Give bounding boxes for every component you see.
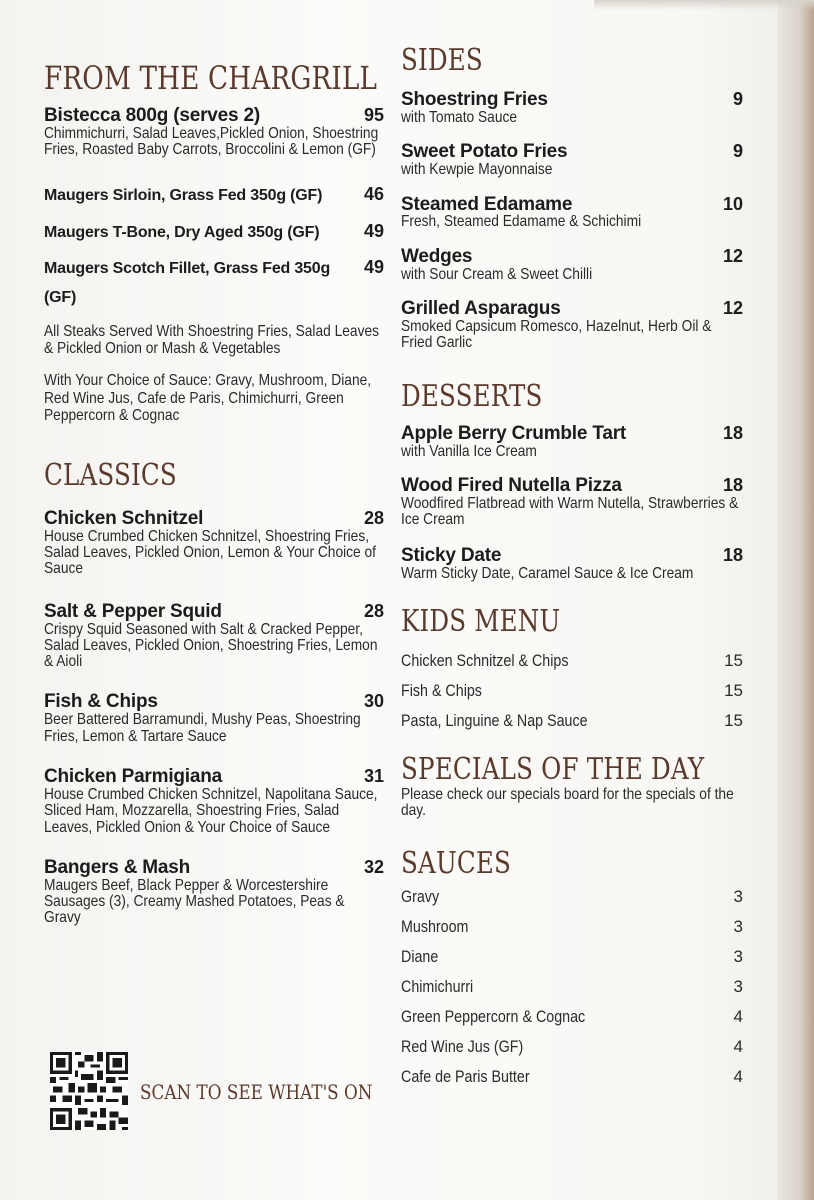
item-name: Gravy <box>401 887 440 907</box>
menu-item <box>44 509 384 578</box>
menu-item <box>401 546 743 582</box>
menu-item <box>401 299 743 352</box>
item-description: Beer Battered Barramundi, Mushy Peas, Shoestring Fries, Lemon & Tartare Sauce <box>44 711 361 745</box>
desserts-heading: DESSERTS <box>401 378 543 414</box>
item-name: Apple Berry Crumble Tart <box>401 422 627 444</box>
menu-item <box>401 651 743 671</box>
kids-heading: KIDS MENU <box>401 603 561 639</box>
item-name: Shoestring Fries <box>401 89 548 110</box>
item-name: Maugers T-Bone, Dry Aged 350g (GF) <box>44 224 320 242</box>
item-description: Maugers Beef, Black Pepper & Worcestershire Sausages (3), Creamy Mashed Potatoes, Peas & Gravy <box>44 876 345 927</box>
menu-item <box>44 258 384 307</box>
menu-item <box>401 977 743 997</box>
scan-label: SCAN TO SEE WHAT'S ON <box>140 1080 373 1104</box>
specials-heading: SPECIALS OF THE DAY <box>401 751 705 787</box>
item-price: 15 <box>724 680 743 700</box>
menu-item <box>44 106 384 159</box>
menu-item <box>44 858 384 927</box>
steak-note: All Steaks Served With Shoestring Fries, Salad Leaves & Pickled Onion or Mash & Vegetables <box>44 322 379 358</box>
item-name: Bangers & Mash <box>44 856 191 878</box>
menu-item <box>44 692 384 745</box>
item-price: 49 <box>363 221 384 242</box>
item-description: with Vanilla Ice Cream <box>401 442 537 460</box>
left-column <box>44 59 384 927</box>
menu-item <box>44 602 384 671</box>
item-price: 49 <box>363 257 384 278</box>
menu-item <box>401 947 743 967</box>
item-price: 31 <box>363 766 384 787</box>
right-column <box>401 43 743 1087</box>
menu-item <box>401 1007 743 1027</box>
item-price: 95 <box>363 105 384 125</box>
item-price: 28 <box>363 600 384 621</box>
chargrill-heading: FROM THE CHARGRILL <box>44 59 378 97</box>
item-name: Red Wine Jus (GF) <box>401 1037 524 1057</box>
menu-item <box>44 767 384 836</box>
item-price: 18 <box>722 422 743 443</box>
item-name: Wedges <box>401 245 473 267</box>
item-description: Fresh, Steamed Edamame & Schichimi <box>401 213 642 231</box>
item-name: Chicken Schnitzel <box>44 507 204 529</box>
item-name: Mushroom <box>401 917 469 937</box>
item-name: Green Peppercorn & Cognac <box>401 1007 586 1027</box>
menu-item <box>401 424 743 460</box>
item-description: House Crumbed Chicken Schnitzel, Shoestring Fries, Salad Leaves, Pickled Onion, Lemon & Your Choice of Sauce <box>44 527 376 578</box>
item-description: Smoked Capsicum Romesco, Hazelnut, Herb Oil & Fried Garlic <box>401 317 712 352</box>
item-price: 15 <box>724 710 743 730</box>
item-price: 4 <box>733 1007 743 1027</box>
item-name: Chicken Parmigiana <box>44 766 223 788</box>
item-name: Sweet Potato Fries <box>401 141 568 163</box>
item-price: 9 <box>732 141 743 162</box>
menu-item <box>401 476 743 529</box>
item-price: 3 <box>733 917 743 937</box>
item-price: 3 <box>733 977 743 997</box>
item-description: Warm Sticky Date, Caramel Sauce & Ice Cream <box>401 565 694 583</box>
item-name: Sticky Date <box>401 545 502 567</box>
item-price: 18 <box>722 474 743 495</box>
item-description: Woodfired Flatbread with Warm Nutella, Strawberries & Ice Cream <box>401 494 739 529</box>
item-price: 30 <box>363 691 384 712</box>
item-price: 10 <box>722 193 743 214</box>
menu-item <box>44 185 384 205</box>
menu-item <box>401 247 743 283</box>
menu-item <box>401 1037 743 1057</box>
sauce-note: With Your Choice of Sauce: Gravy, Mushroom, Diane, Red Wine Jus, Cafe de Paris, Chimichurri, Green Peppercorn & Cognac <box>44 371 372 425</box>
item-name: Maugers Sirloin, Grass Fed 350g (GF) <box>44 186 323 204</box>
menu-item <box>401 195 743 231</box>
item-price: 12 <box>722 298 743 318</box>
menu-item <box>401 142 743 178</box>
qr-code-icon[interactable] <box>50 1052 128 1130</box>
item-name: Chicken Schnitzel & Chips <box>401 650 569 670</box>
item-name: Grilled Asparagus <box>401 298 561 319</box>
menu-item <box>401 917 743 937</box>
item-price: 9 <box>732 89 743 109</box>
item-price: 12 <box>722 245 743 266</box>
item-name-suffix: (GF) <box>44 288 77 306</box>
item-price: 28 <box>363 507 384 528</box>
item-price: 32 <box>363 856 384 877</box>
item-price: 4 <box>733 1037 743 1057</box>
item-name: Maugers Scotch Fillet, Grass Fed 350g <box>44 260 331 278</box>
item-price: 18 <box>722 545 743 566</box>
item-description: with Sour Cream & Sweet Chilli <box>401 265 593 283</box>
menu-item <box>401 90 743 126</box>
item-name: Steamed Edamame <box>401 193 573 215</box>
item-price: 3 <box>733 947 743 967</box>
menu-item <box>44 222 384 242</box>
item-price: 15 <box>724 650 743 670</box>
item-description: Chimmichurri, Salad Leaves,Pickled Onion, Shoestring Fries, Roasted Baby Carrots, Broccolini & Lemon (GF) <box>44 124 379 159</box>
item-price: 46 <box>363 183 384 204</box>
item-description: with Kewpie Mayonnaise <box>401 161 553 179</box>
classics-heading: CLASSICS <box>44 457 177 493</box>
item-name: Fish & Chips <box>44 691 158 713</box>
menu-item <box>401 711 743 731</box>
item-name: Bistecca 800g (serves 2) <box>44 105 260 126</box>
item-name: Salt & Pepper Squid <box>44 600 222 622</box>
sauces-heading: SAUCES <box>401 846 511 882</box>
item-description: with Tomato Sauce <box>401 108 518 126</box>
item-name: Fish & Chips <box>401 680 482 700</box>
page-edge-top <box>594 0 814 10</box>
item-name: Cafe de Paris Butter <box>401 1067 530 1087</box>
item-price: 3 <box>733 887 743 907</box>
page-edge <box>778 0 814 1200</box>
item-price: 4 <box>733 1067 743 1087</box>
item-name: Wood Fired Nutella Pizza <box>401 474 622 496</box>
item-description: Crispy Squid Seasoned with Salt & Cracked Pepper, Salad Leaves, Pickled Onion, Shoestring Fries, Lemon & Aioli <box>44 620 378 671</box>
menu-item <box>401 887 743 907</box>
item-name: Pasta, Linguine & Nap Sauce <box>401 710 588 730</box>
item-name: Chimichurri <box>401 977 474 997</box>
item-name: Diane <box>401 947 439 967</box>
menu-item <box>401 681 743 701</box>
item-description: House Crumbed Chicken Schnitzel, Napolitana Sauce, Sliced Ham, Mozzarella, Shoestring Fries, Salad Leaves, Pickled Onion & Your Choice of Sauce <box>44 785 378 836</box>
specials-description: Please check our specials board for the specials of the day. <box>401 785 734 819</box>
menu-item <box>401 1067 743 1087</box>
sides-heading: SIDES <box>401 43 483 78</box>
